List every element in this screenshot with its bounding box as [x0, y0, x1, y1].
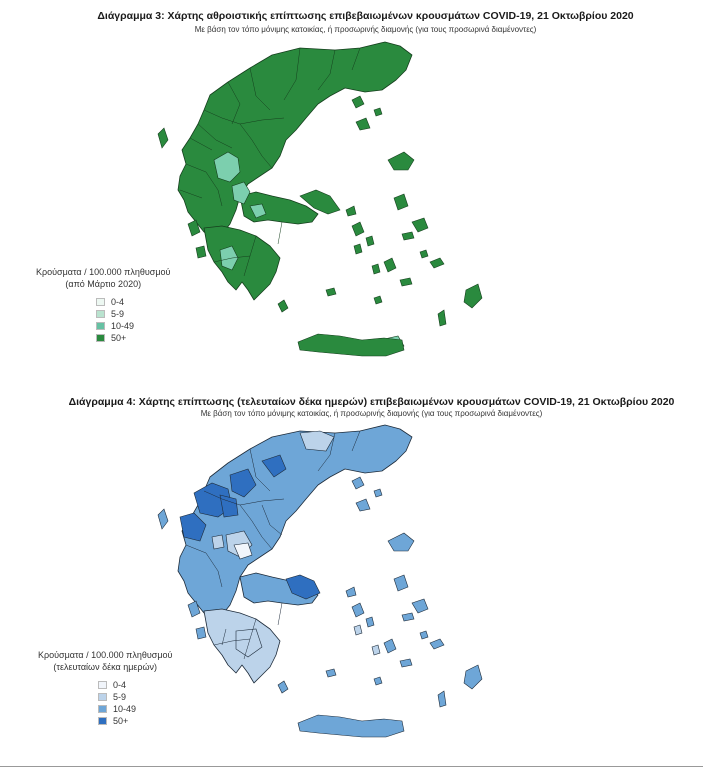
legend-label: 5-9 — [113, 692, 127, 702]
island-amorgos — [400, 278, 412, 286]
island-samothraki — [374, 108, 382, 116]
island-karpathos — [438, 310, 446, 326]
island-kalymnos — [420, 631, 428, 639]
map-title: Διάγραμμα 3: Χάρτης αθροιστικής επίπτωσης επιβεβαιωμένων κρουσμάτων COVID-19, 21 Οκτωβρίου 2020 — [97, 10, 634, 22]
island-karpathos — [438, 691, 446, 707]
island-lesvos — [388, 152, 414, 170]
island-rhodes — [464, 665, 482, 689]
island-thasos — [352, 477, 364, 489]
map-subtitle: Με βάση τον τόπο μόνιμης κατοικίας, ή προσωρινής διαμονής (για τους προσωρινά διαμένοντες) — [200, 409, 543, 418]
legend-swatch — [98, 681, 107, 689]
map-subtitle: Με βάση τον τόπο μόνιμης κατοικίας, ή προσωρινής διαμονής (για τους προσωρινά διαμένοντες) — [194, 25, 537, 34]
legend-swatch — [96, 334, 105, 342]
island-rhodes — [464, 284, 482, 308]
island-samothraki — [374, 489, 382, 497]
island-skyros — [346, 206, 356, 216]
region-shape — [204, 226, 280, 300]
island-andros — [352, 603, 364, 617]
island-paros — [372, 645, 380, 655]
legend-item — [98, 679, 172, 691]
island-syros — [354, 625, 362, 635]
island-skyros — [346, 587, 356, 597]
island-samos — [412, 218, 428, 232]
island-corfu — [158, 128, 168, 148]
island-kalymnos — [420, 250, 428, 258]
legend-swatch — [98, 693, 107, 701]
island-lesvos — [388, 533, 414, 551]
legend-item — [96, 308, 170, 320]
legend-label: 50+ — [113, 716, 129, 726]
island-santorini — [374, 677, 382, 685]
island-milos — [326, 288, 336, 296]
legend-title: Κρούσματα / 100.000 πληθυσμού — [36, 267, 171, 277]
page-divider — [0, 766, 703, 767]
legend-label: 5-9 — [111, 309, 125, 319]
legend-title: Κρούσματα / 100.000 πληθυσμού — [38, 650, 173, 660]
island-ikaria — [402, 613, 414, 621]
legend-item — [98, 691, 172, 703]
island-amorgos — [400, 659, 412, 667]
island-milos — [326, 669, 336, 677]
island-tinos — [366, 236, 374, 246]
island-samos — [412, 599, 428, 613]
legend-item — [98, 703, 172, 715]
legend-swatch — [98, 717, 107, 725]
legend-item — [98, 715, 172, 727]
island-crete — [298, 334, 404, 356]
legend-label: 0-4 — [113, 680, 127, 690]
legend-swatch — [96, 322, 105, 330]
map-title: Διάγραμμα 4: Χάρτης επίπτωσης (τελευταίων δέκα ημερών) επιβεβαιωμένων κρουσμάτων COVID-19, 21 Οκτωβρίου 2020 — [68, 396, 675, 408]
island-ikaria — [402, 232, 414, 240]
island-limnos — [356, 118, 370, 130]
ten-day-incidence-panel — [0, 385, 703, 770]
legend-item — [96, 296, 170, 308]
island-kythira — [278, 681, 288, 693]
island-chios — [394, 575, 408, 591]
island-zakynthos — [196, 627, 206, 639]
mainland — [178, 425, 412, 683]
island-kos — [430, 639, 444, 649]
island-naxos — [384, 258, 396, 272]
island-zakynthos — [196, 246, 206, 258]
island-naxos — [384, 639, 396, 653]
light-islands — [354, 625, 380, 655]
island-paros — [372, 264, 380, 274]
legend-label: 10-49 — [111, 321, 135, 331]
island-kythira — [278, 300, 288, 312]
legend-subtitle: (τελευταίων δέκα ημερών) — [53, 662, 158, 672]
legend-label: 0-4 — [111, 297, 125, 307]
island-crete — [298, 715, 404, 737]
mainland — [178, 42, 412, 300]
legend-items — [98, 679, 172, 727]
island-limnos — [356, 499, 370, 511]
legend-subtitle: (από Μάρτιο 2020) — [65, 279, 142, 289]
map-legend — [36, 266, 170, 344]
legend-items — [96, 296, 170, 344]
legend-swatch — [96, 298, 105, 306]
legend-item — [96, 332, 170, 344]
island-corfu — [158, 509, 168, 529]
map-legend — [38, 649, 172, 727]
legend-item — [96, 320, 170, 332]
island-andros — [352, 222, 364, 236]
island-santorini — [374, 296, 382, 304]
island-tinos — [366, 617, 374, 627]
region-shape — [212, 535, 224, 549]
island-kos — [430, 258, 444, 268]
legend-label: 50+ — [111, 333, 127, 343]
legend-swatch — [96, 310, 105, 318]
island-syros — [354, 244, 362, 254]
island-chios — [394, 194, 408, 210]
legend-label: 10-49 — [113, 704, 137, 714]
legend-swatch — [98, 705, 107, 713]
island-thasos — [352, 96, 364, 108]
